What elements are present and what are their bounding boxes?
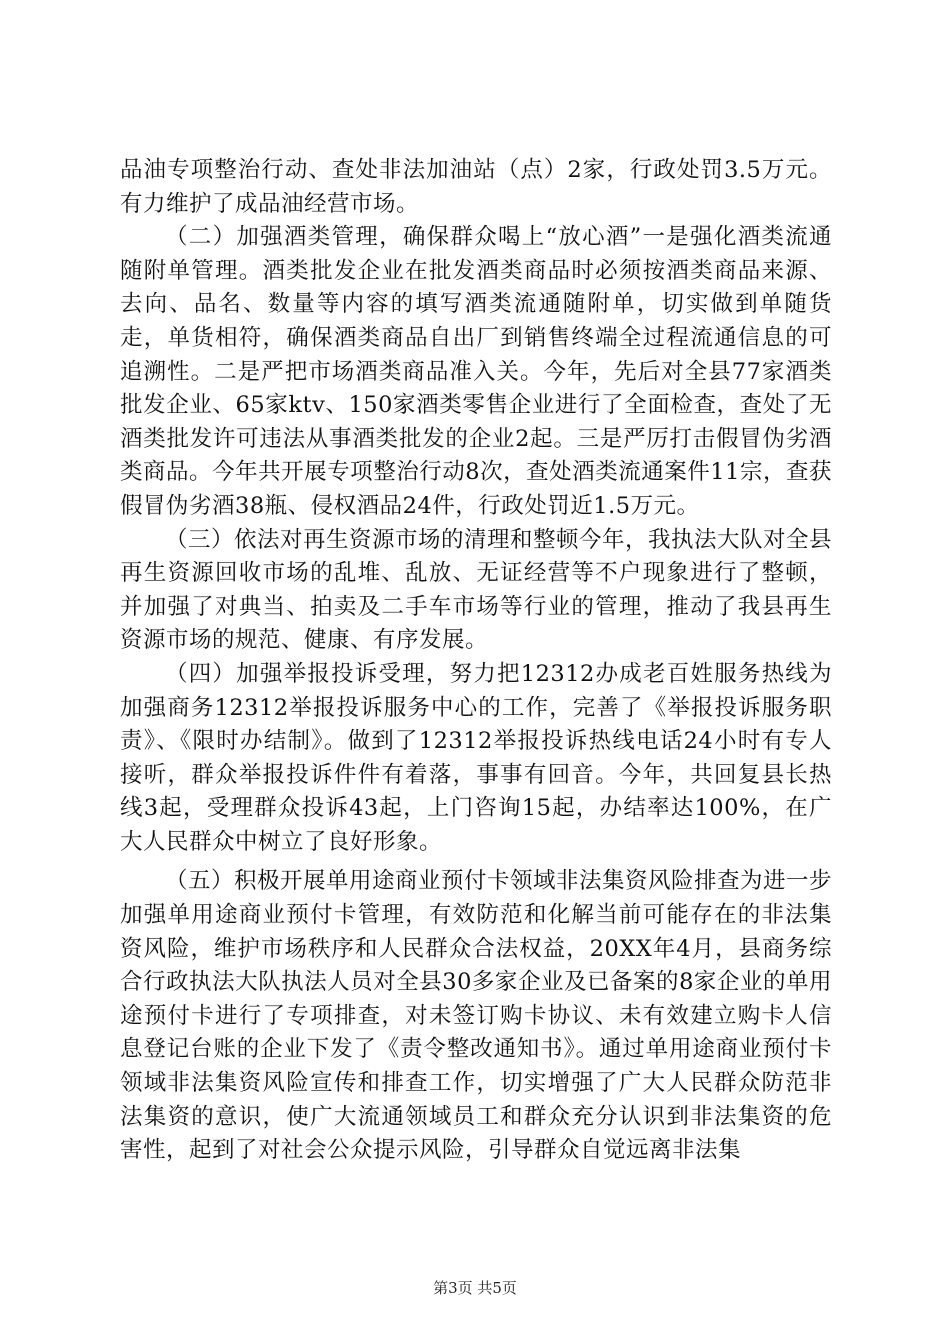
document-body [120, 154, 832, 1168]
page-footer: 第3页 共5页 [433, 1279, 517, 1297]
paragraph-continued: 品油专项整治行动、查处非法加油站（点）2家，行政处罚3.5万元。有力维护了成品油经营市场。 [120, 157, 832, 217]
paragraph-liquor-management: （二）加强酒类管理，确保群众喝上“放心酒”一是强化酒类流通随附单管理。酒类批发企业在批发酒类商品时必须按酒类商品来源、去向、品名、数量等内容的填写酒类流通随附单，切实做到单随货走，单货相符，确保酒类商品自出厂到销售终端全过程流通信息的可追溯性。二是严把市场酒类商品准入关。今年，先后对全县77家酒类批发企业、65家ktv、150家酒类零售企业进行了全面检查，查处了无酒类批发许可违法从事酒类批发的企业2起。三是严厉打击假冒伪劣酒类商品。今年共开展专项整治行动8次，查处酒类流通案件11宗，查获假冒伪劣酒38瓶、侵权酒品24件，行政处罚近1.5万元。 [120, 224, 832, 519]
paragraph-prepaid-card: （五）积极开展单用途商业预付卡领域非法集资风险排查为进一步加强单用途商业预付卡管理，有效防范和化解当前可能存在的非法集资风险，维护市场秩序和人民群众合法权益，20XX年4月，县商务综合行政执法大队执法人员对全县30多家企业及已备案的8家企业的单用途预付卡进行了专项排查，对未签订购卡协议、未有效建立购卡人信息登记台账的企业下发了《责令整改通知书》。通过单用途商业预付卡领域非法集资风险宣传和排查工作，切实增强了广大人民群众防范非法集资的意识，使广大流通领域员工和群众充分认识到非法集资的危害性，起到了对社会公众提示风险，引导群众自觉远离非法集 [120, 868, 833, 1164]
paragraph-recycling-market: （三）依法对再生资源市场的清理和整顿今年，我执法大队对全县再生资源回收市场的乱堆、乱放、无证经营等不户现象进行了整顿，并加强了对典当、拍卖及二手车市场等行业的管理，推动了我县再生资源市场的规范、健康、有序发展。 [120, 526, 833, 654]
paragraph-hotline-12312: （四）加强举报投诉受理，努力把12312办成老百姓服务热线为加强商务12312举报投诉服务中心的工作，完善了《举报投诉服务职责》、《限时办结制》。做到了12312举报投诉热线电话24小时有专人接听，群众举报投诉件件有着落，事事有回音。今年，共回复县长热线3起，受理群众投诉43起，上门咨询15起，办结率达100%，在广大人民群众中树立了良好形象。 [120, 660, 832, 855]
